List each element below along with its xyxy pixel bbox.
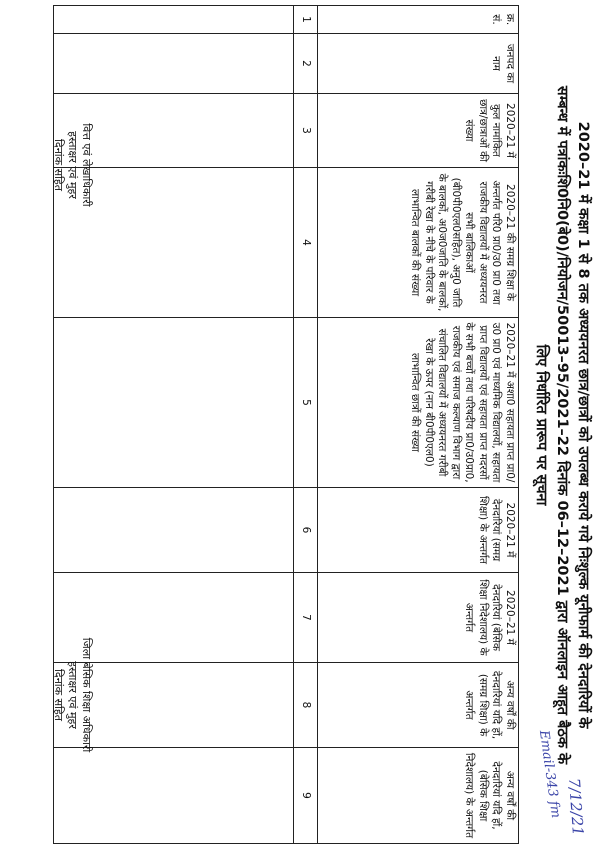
- district-education-officer-signature-block: [51, 600, 93, 790]
- header-district-name: जनपद का नाम: [318, 34, 519, 94]
- information-table: [53, 5, 519, 844]
- empty-cell: [54, 318, 294, 488]
- document-title-line-2: सम्बन्ध में पत्रांकःशि0नि0(बे0)/नियोजन/50013–95/2021–22 दिनांक 06–12–2021 द्वारा ऑनलाइन आहूत बैठक के: [554, 85, 570, 765]
- column-number: 1: [294, 6, 318, 34]
- column-number: 6: [294, 488, 318, 573]
- column-number: 3: [294, 94, 318, 168]
- column-number: 7: [294, 573, 318, 663]
- header-liabilities-samagra-2020-21: 2020–21 में देनदारियां (समग्र शिक्षा) के अन्तर्गत: [318, 488, 519, 573]
- header-total-enrolled: 2020–21 में कुल नामांकित छात्र/छात्राओं की संख्या: [318, 94, 519, 168]
- signature-designation: वित्त एवं लेखाधिकारी: [80, 123, 93, 207]
- signature-designation: जिला बेसिक शिक्षा अधिकारी: [80, 637, 93, 753]
- header-other-years-samagra: अन्य वर्षों की देनदारियां यदि हों, (समग्र शिक्षा) के अन्तर्गत: [318, 663, 519, 748]
- handwritten-date: 7/12/21: [565, 777, 587, 837]
- header-samagra-beneficiaries: 2020–21 की समग्र शिक्षा के अन्तर्गत परि0 प्रा0/उ0 प्रा0 तथा राजकीय विद्यालयों में अध्ययनरत सभी बालिकाओं (बी0पी0एल0सहित), अनु0 जाति के बालकों, अ0ज0जाति के बालकों, गरीबी रेखा के नीचे के परिवार के लाभान्वित बालकों की संख्या: [318, 168, 519, 318]
- header-other-years-basic: अन्य वर्षों की देनदारियां यदि हों, (बेसिक शिक्षा निदेशालय) के अन्तर्गत: [318, 748, 519, 844]
- column-number: 5: [294, 318, 318, 488]
- column-number-row: [294, 6, 318, 844]
- document-title-line-3: लिए निर्धारित प्रारूप पर सूचना: [533, 344, 549, 506]
- empty-cell: [54, 488, 294, 573]
- signature-date-line: दिनांक सहित: [52, 139, 65, 191]
- signature-seal-line: हस्ताक्षर एवं मुहर: [66, 661, 79, 729]
- column-number: 2: [294, 34, 318, 94]
- header-non-bpl-beneficiaries: 2020–21 में अशा0 सहायता प्राप्त प्रा0/उ0 प्रा0 एवं माध्यमिक विद्यालयों, सहायता प्राप्त विद्यालयों एवं सहायता प्राप्त मदरसों के सभी बच्चों तथा परिषदीय प्रा0/उ0प्रा0, राजकीय एवं समाज कल्याण विभाग द्वारा संचालित विद्यालयों में अध्ययनरत गरीबी रेखा के ऊपर (नान बी0पी0एल0) लाभान्वित छात्रों की संख्या: [318, 318, 519, 488]
- column-number: 9: [294, 748, 318, 844]
- signature-date-line: दिनांक सहित: [52, 669, 65, 721]
- header-serial-number: क्र. सं.: [318, 6, 519, 34]
- header-liabilities-basic-2020-21: 2020–21 में देनदारियां (बेसिक शिक्षा निदेशालय) के अन्तर्गत: [318, 573, 519, 663]
- table-header-row: [318, 6, 519, 844]
- handwritten-email-note: Email-343 fm: [535, 729, 564, 819]
- empty-cell: [54, 6, 294, 34]
- signature-seal-line: हस्ताक्षर एवं मुहर: [66, 131, 79, 199]
- column-number: 8: [294, 663, 318, 748]
- finance-officer-signature-block: [51, 70, 93, 260]
- column-number: 4: [294, 168, 318, 318]
- document-title-line-1: 2020–21 में कक्षा 1 से 8 तक अध्ययनरत छात्र/छात्रों को उपलब्ध कराये गये निःशुल्क यूनीफार्म की देनदारियों के: [575, 121, 591, 729]
